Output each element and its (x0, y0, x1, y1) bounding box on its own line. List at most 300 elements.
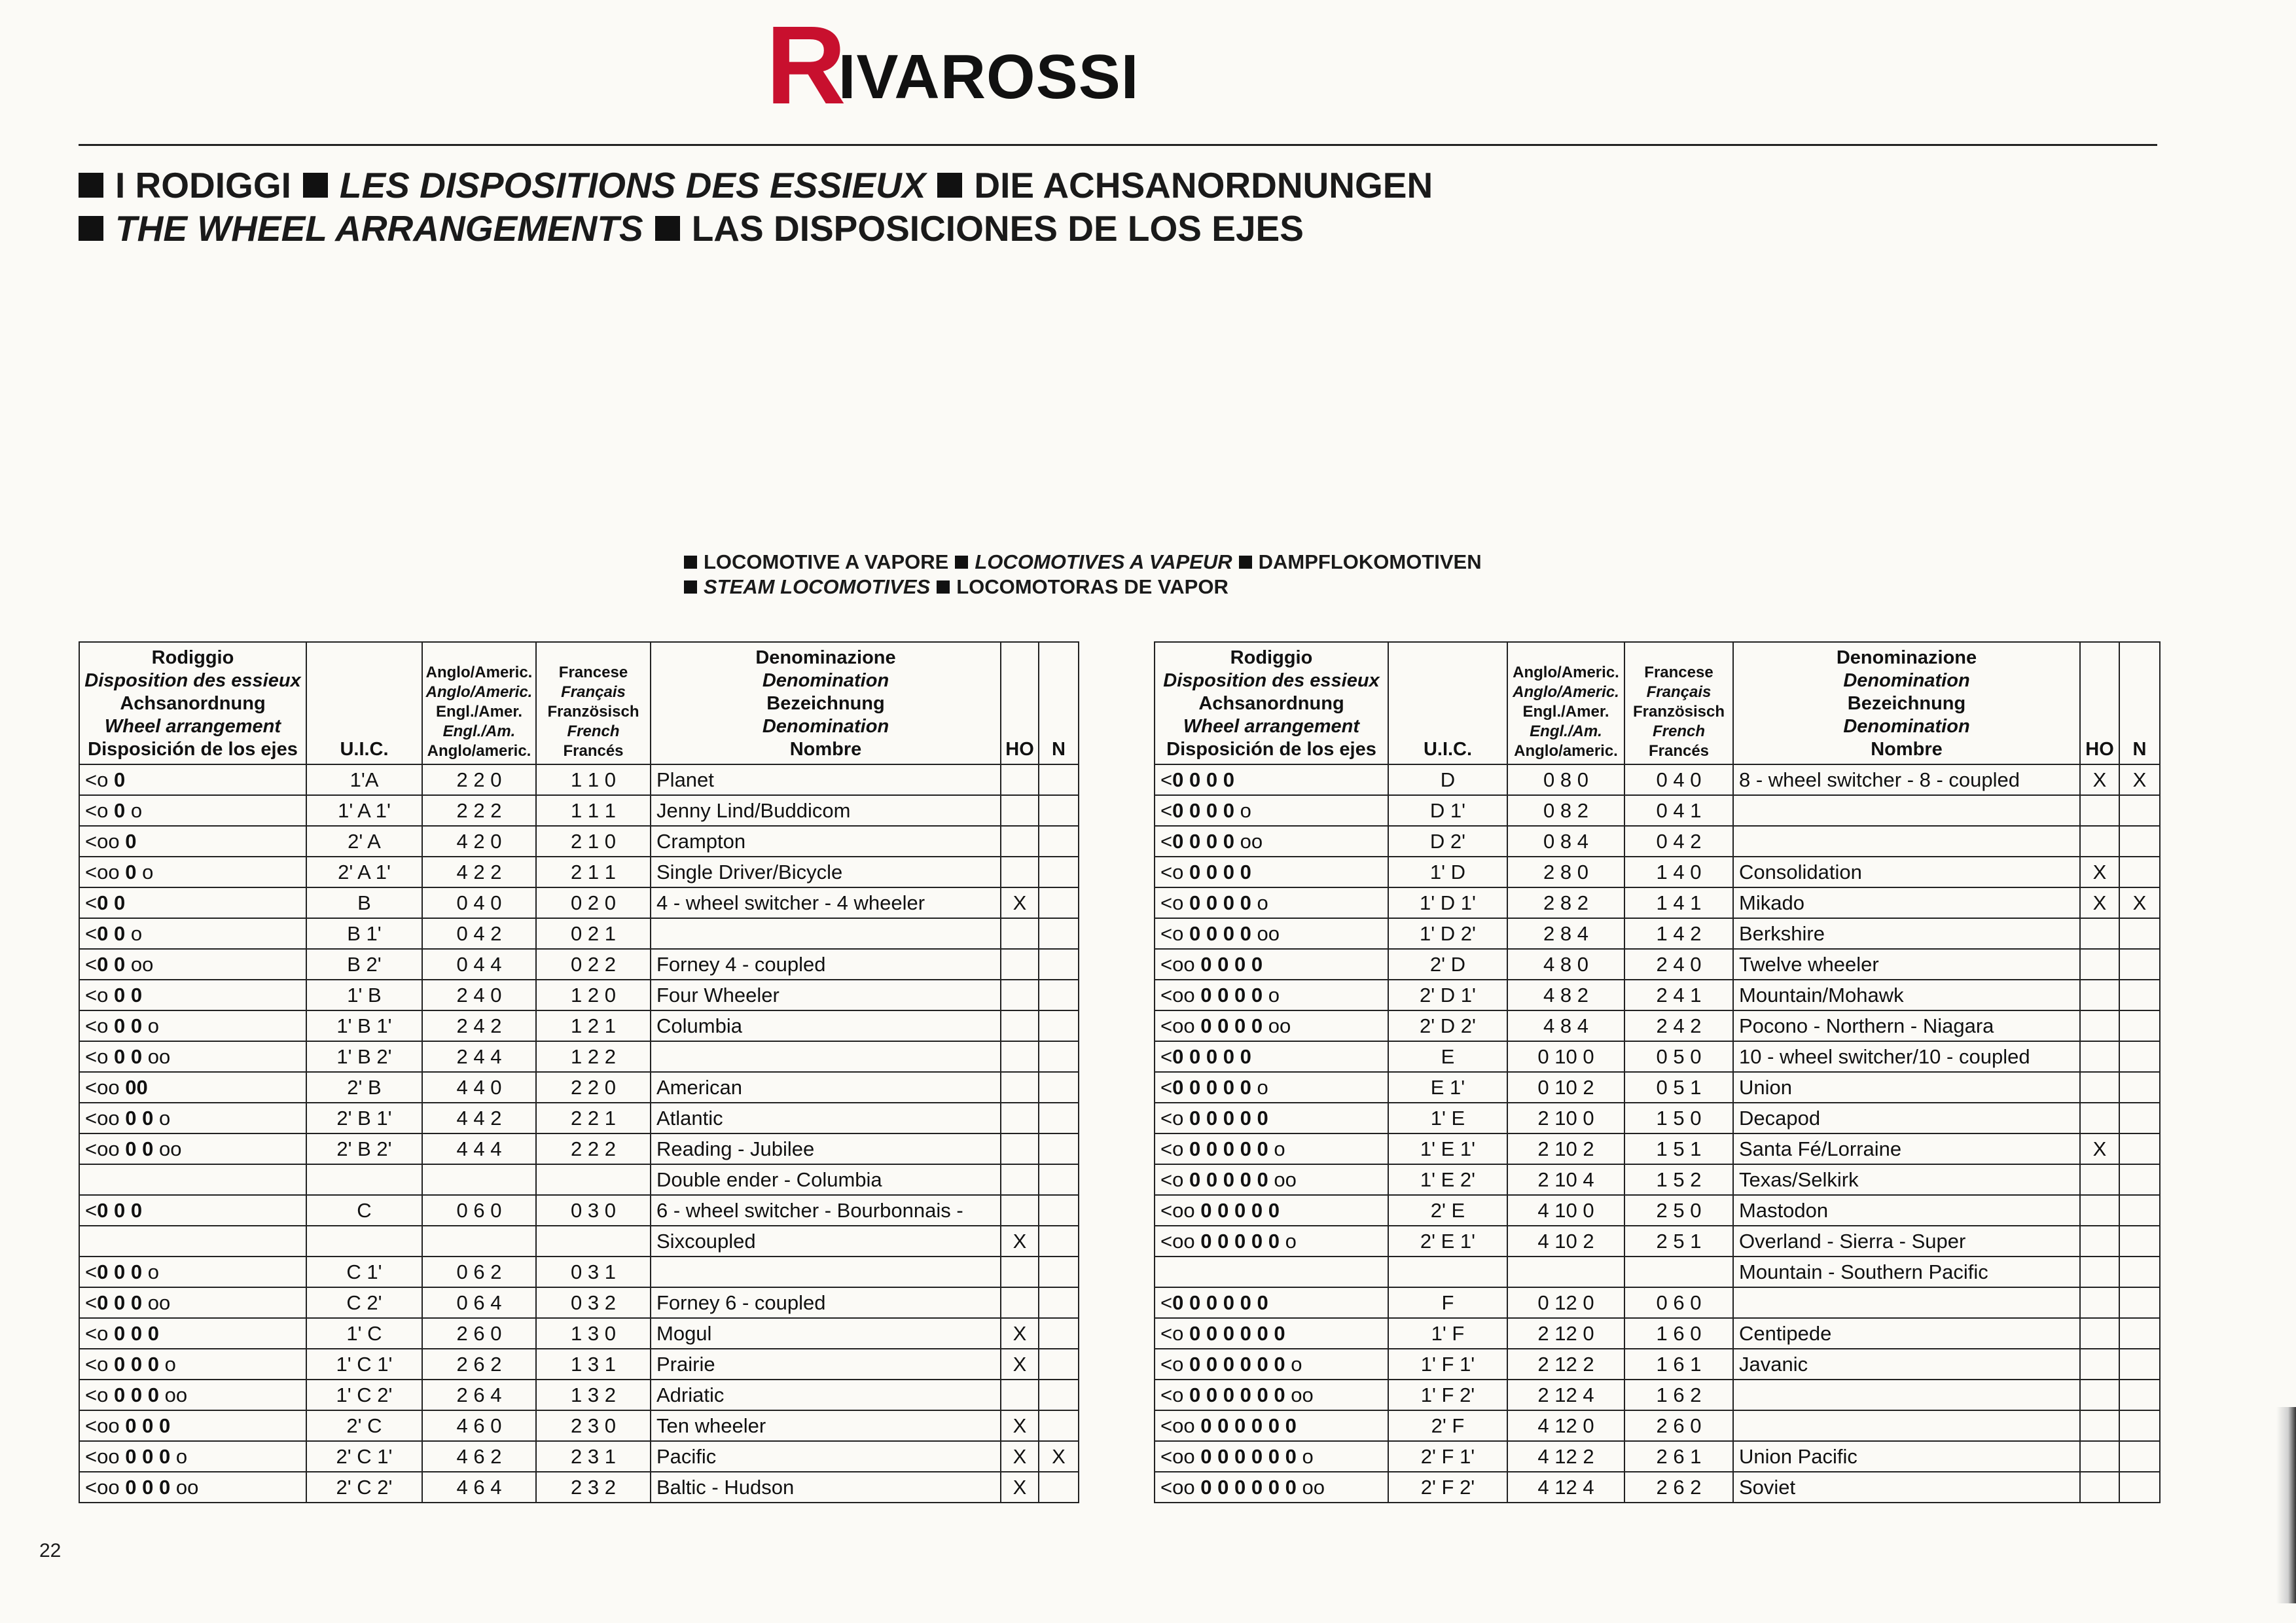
ho-cell (1001, 1010, 1039, 1041)
uic-cell: 2' C (306, 1410, 422, 1441)
anglo-cell: 2 12 0 (1507, 1318, 1624, 1349)
denomination-cell: Mikado (1733, 887, 2080, 918)
section-fr: LOCOMOTIVES A VAPEUR (975, 550, 1232, 573)
ho-cell (1001, 1195, 1039, 1226)
denomination-cell: Columbia (651, 1010, 1001, 1041)
n-cell (2119, 826, 2160, 857)
ho-cell (2080, 1072, 2119, 1103)
arrangement-cell (79, 1226, 306, 1257)
ho-cell: X (1001, 1472, 1039, 1503)
n-cell (1039, 887, 1079, 918)
denomination-cell (1733, 1380, 2080, 1410)
denomination-cell: Santa Fé/Lorraine (1733, 1133, 2080, 1164)
table-row (79, 1441, 1079, 1472)
uic-cell: 1' E (1388, 1103, 1507, 1133)
denomination-cell: American (651, 1072, 1001, 1103)
anglo-cell (1507, 1257, 1624, 1287)
uic-cell: D (1388, 764, 1507, 795)
table-row (1155, 1410, 2160, 1441)
ho-cell: X (1001, 1441, 1039, 1472)
uic-cell: E (1388, 1041, 1507, 1072)
anglo-cell (422, 1226, 536, 1257)
headline-fr: LES DISPOSITIONS DES ESSIEUX (339, 165, 926, 205)
anglo-cell: 2 4 2 (422, 1010, 536, 1041)
bullet-square-icon (655, 216, 680, 241)
french-cell: 0 4 0 (1624, 764, 1733, 795)
n-cell (1039, 1226, 1079, 1257)
uic-cell: D 1' (1388, 795, 1507, 826)
uic-cell: 1' F 1' (1388, 1349, 1507, 1380)
section-de: DAMPFLOKOMOTIVEN (1258, 550, 1482, 573)
denomination-cell: Centipede (1733, 1318, 2080, 1349)
ho-cell (1001, 1257, 1039, 1287)
denomination-cell: Planet (651, 764, 1001, 795)
header-ho: HO (1001, 642, 1039, 764)
uic-cell: 2' A 1' (306, 857, 422, 887)
table-row (1155, 1195, 2160, 1226)
uic-cell: 2' C 2' (306, 1472, 422, 1503)
denomination-cell: Forney 6 - coupled (651, 1287, 1001, 1318)
anglo-cell: 4 4 0 (422, 1072, 536, 1103)
denomination-cell: Sixcoupled (651, 1226, 1001, 1257)
denomination-cell: Mountain/Mohawk (1733, 980, 2080, 1010)
n-cell (1039, 1133, 1079, 1164)
bullet-square-icon (684, 580, 697, 594)
header-ho: HO (2080, 642, 2119, 764)
anglo-cell: 2 12 2 (1507, 1349, 1624, 1380)
anglo-cell (422, 1164, 536, 1195)
french-cell: 2 1 0 (536, 826, 651, 857)
table-row (79, 764, 1079, 795)
french-cell: 2 2 1 (536, 1103, 651, 1133)
uic-cell: 1'A (306, 764, 422, 795)
n-cell (2119, 1441, 2160, 1472)
ho-cell (1001, 795, 1039, 826)
denomination-cell (651, 1257, 1001, 1287)
denomination-cell: Pocono - Northern - Niagara (1733, 1010, 2080, 1041)
uic-cell: 2' B (306, 1072, 422, 1103)
french-cell (536, 1226, 651, 1257)
arrangement-cell: <o 0 0 0 0 0 oo (1155, 1164, 1388, 1195)
french-cell: 2 3 1 (536, 1441, 651, 1472)
table-row (1155, 1103, 2160, 1133)
ho-cell (2080, 1195, 2119, 1226)
header-arrangement: Rodiggio Disposition des essieux Achsanordnung Wheel arrangement Disposición de los ejes (1155, 642, 1388, 764)
denomination-cell: 4 - wheel switcher - 4 wheeler (651, 887, 1001, 918)
n-cell (2119, 1349, 2160, 1380)
arrangement-cell: <0 0 0 0 0 0 (1155, 1287, 1388, 1318)
ho-cell (1001, 1072, 1039, 1103)
bullet-square-icon (937, 580, 950, 594)
anglo-cell: 4 2 2 (422, 857, 536, 887)
n-cell (2119, 795, 2160, 826)
arrangement-cell: <o 0 0 0 0 0 o (1155, 1133, 1388, 1164)
arrangement-cell: <0 0 0 0 0 o (1155, 1072, 1388, 1103)
denomination-cell: Mogul (651, 1318, 1001, 1349)
n-cell (1039, 980, 1079, 1010)
anglo-cell: 2 10 4 (1507, 1164, 1624, 1195)
anglo-cell: 0 4 0 (422, 887, 536, 918)
arrangement-cell: <0 0 0 0 0 (1155, 1041, 1388, 1072)
arrangement-cell: <0 0 oo (79, 949, 306, 980)
french-cell: 0 5 0 (1624, 1041, 1733, 1072)
french-cell: 1 2 0 (536, 980, 651, 1010)
arrangement-cell: <0 0 0 (79, 1195, 306, 1226)
ho-cell (2080, 980, 2119, 1010)
uic-cell (306, 1164, 422, 1195)
table-row (1155, 1349, 2160, 1380)
header-rule (79, 144, 2157, 146)
uic-cell: C (306, 1195, 422, 1226)
wheel-table-left (79, 641, 1079, 1503)
table-header-row (1155, 642, 2160, 764)
bullet-square-icon (79, 173, 103, 198)
denomination-cell: Jenny Lind/Buddicom (651, 795, 1001, 826)
bullet-square-icon (303, 173, 328, 198)
n-cell (2119, 1410, 2160, 1441)
header-french: Francese Français Französisch French Francés (536, 642, 651, 764)
bullet-square-icon (79, 216, 103, 241)
uic-cell: 2' C 1' (306, 1441, 422, 1472)
anglo-cell: 4 12 4 (1507, 1472, 1624, 1503)
anglo-cell: 4 10 2 (1507, 1226, 1624, 1257)
n-cell (1039, 764, 1079, 795)
ho-cell: X (2080, 857, 2119, 887)
ho-cell (1001, 1287, 1039, 1318)
ho-cell (2080, 918, 2119, 949)
french-cell: 0 5 1 (1624, 1072, 1733, 1103)
arrangement-cell: <0 0 0 o (79, 1257, 306, 1287)
table-row (79, 1133, 1079, 1164)
uic-cell: 1' C (306, 1318, 422, 1349)
french-cell: 1 3 1 (536, 1349, 651, 1380)
uic-cell: 1' D 2' (1388, 918, 1507, 949)
ho-cell (1001, 1380, 1039, 1410)
denomination-cell: Double ender - Columbia (651, 1164, 1001, 1195)
arrangement-cell: <oo 0 0 0 0 o (1155, 980, 1388, 1010)
table-row (1155, 1072, 2160, 1103)
section-heading (684, 550, 1482, 599)
ho-cell: X (2080, 764, 2119, 795)
header-n: N (1039, 642, 1079, 764)
anglo-cell: 4 8 2 (1507, 980, 1624, 1010)
french-cell: 0 3 2 (536, 1287, 651, 1318)
ho-cell: X (1001, 1349, 1039, 1380)
header-uic: U.I.C. (1388, 642, 1507, 764)
headline-de: DIE ACHSANORDNUNGEN (974, 165, 1433, 205)
headline-es: LAS DISPOSICIONES DE LOS EJES (691, 208, 1304, 249)
ho-cell (1001, 857, 1039, 887)
table-row (1155, 1472, 2160, 1503)
french-cell: 0 3 0 (536, 1195, 651, 1226)
n-cell (2119, 1257, 2160, 1287)
denomination-cell: 6 - wheel switcher - Bourbonnais - (651, 1195, 1001, 1226)
header-uic: U.I.C. (306, 642, 422, 764)
anglo-cell: 4 6 2 (422, 1441, 536, 1472)
ho-cell (1001, 764, 1039, 795)
anglo-cell: 4 8 0 (1507, 949, 1624, 980)
denomination-cell: Pacific (651, 1441, 1001, 1472)
anglo-cell: 4 6 4 (422, 1472, 536, 1503)
arrangement-cell: <o 0 0 0 0 0 (1155, 1103, 1388, 1133)
anglo-cell: 2 6 4 (422, 1380, 536, 1410)
table-row (1155, 1380, 2160, 1410)
uic-cell: 2' A (306, 826, 422, 857)
ho-cell (2080, 1318, 2119, 1349)
french-cell: 2 6 1 (1624, 1441, 1733, 1472)
anglo-cell: 2 4 0 (422, 980, 536, 1010)
uic-cell: 1' F (1388, 1318, 1507, 1349)
anglo-cell: 4 10 0 (1507, 1195, 1624, 1226)
uic-cell: 1' A 1' (306, 795, 422, 826)
table-row (1155, 1133, 2160, 1164)
ho-cell: X (1001, 1410, 1039, 1441)
n-cell (1039, 1257, 1079, 1287)
french-cell: 2 2 0 (536, 1072, 651, 1103)
denomination-cell: Texas/Selkirk (1733, 1164, 2080, 1195)
table-row (79, 1410, 1079, 1441)
uic-cell: 2' F 2' (1388, 1472, 1507, 1503)
section-es: LOCOMOTORAS DE VAPOR (956, 575, 1229, 598)
arrangement-cell: <o 0 0 0 0 (1155, 857, 1388, 887)
ho-cell (2080, 795, 2119, 826)
anglo-cell: 0 10 0 (1507, 1041, 1624, 1072)
anglo-cell: 2 2 2 (422, 795, 536, 826)
uic-cell (1388, 1257, 1507, 1287)
header-anglo: Anglo/Americ. Anglo/Americ. Engl./Amer. Engl./Am. Anglo/americ. (1507, 642, 1624, 764)
n-cell (2119, 1041, 2160, 1072)
anglo-cell: 2 2 0 (422, 764, 536, 795)
table-row (79, 949, 1079, 980)
table-row (1155, 949, 2160, 980)
ho-cell (2080, 1349, 2119, 1380)
n-cell (1039, 1164, 1079, 1195)
n-cell: X (2119, 887, 2160, 918)
headline-en: THE WHEEL ARRANGEMENTS (115, 208, 643, 249)
section-en: STEAM LOCOMOTIVES (704, 575, 931, 598)
uic-cell: 1' D (1388, 857, 1507, 887)
denomination-cell: Union Pacific (1733, 1441, 2080, 1472)
arrangement-cell: <oo 0 0 0 0 0 0 (1155, 1410, 1388, 1441)
anglo-cell: 4 2 0 (422, 826, 536, 857)
uic-cell: 1' C 2' (306, 1380, 422, 1410)
denomination-cell: Soviet (1733, 1472, 2080, 1503)
french-cell: 0 4 2 (1624, 826, 1733, 857)
french-cell: 1 6 2 (1624, 1380, 1733, 1410)
section-heading-line-1 (684, 550, 1482, 575)
table-row (79, 1164, 1079, 1195)
n-cell (2119, 949, 2160, 980)
denomination-cell: Adriatic (651, 1380, 1001, 1410)
table-row (79, 1010, 1079, 1041)
header-denomination: Denominazione Denomination Bezeichnung Denomination Nombre (1733, 642, 2080, 764)
ho-cell (2080, 1287, 2119, 1318)
n-cell (1039, 1010, 1079, 1041)
ho-cell (1001, 1041, 1039, 1072)
french-cell: 2 2 2 (536, 1133, 651, 1164)
uic-cell: 1' D 1' (1388, 887, 1507, 918)
table-row (1155, 1441, 2160, 1472)
anglo-cell: 0 8 2 (1507, 795, 1624, 826)
french-cell: 0 2 0 (536, 887, 651, 918)
n-cell (2119, 1164, 2160, 1195)
header-anglo: Anglo/Americ. Anglo/Americ. Engl./Amer. Engl./Am. Anglo/americ. (422, 642, 536, 764)
anglo-cell: 2 6 2 (422, 1349, 536, 1380)
table-row (1155, 1287, 2160, 1318)
table-row (79, 1195, 1079, 1226)
n-cell: X (2119, 764, 2160, 795)
anglo-cell: 0 12 0 (1507, 1287, 1624, 1318)
n-cell (1039, 1349, 1079, 1380)
table-row (1155, 1041, 2160, 1072)
table-row (1155, 887, 2160, 918)
uic-cell: 1' B 2' (306, 1041, 422, 1072)
uic-cell: C 1' (306, 1257, 422, 1287)
bullet-square-icon (1239, 556, 1252, 569)
ho-cell (1001, 1164, 1039, 1195)
arrangement-cell: <o 0 0 oo (79, 1041, 306, 1072)
arrangement-cell: <oo 0 0 0 0 0 0 o (1155, 1441, 1388, 1472)
header-n: N (2119, 642, 2160, 764)
uic-cell: 1' C 1' (306, 1349, 422, 1380)
french-cell: 1 4 0 (1624, 857, 1733, 887)
french-cell: 1 3 0 (536, 1318, 651, 1349)
french-cell: 1 4 2 (1624, 918, 1733, 949)
uic-cell: 1' E 1' (1388, 1133, 1507, 1164)
anglo-cell: 2 8 4 (1507, 918, 1624, 949)
table-row (79, 826, 1079, 857)
french-cell: 1 2 1 (536, 1010, 651, 1041)
denomination-cell: Forney 4 - coupled (651, 949, 1001, 980)
ho-cell (1001, 980, 1039, 1010)
n-cell (2119, 1133, 2160, 1164)
french-cell: 1 1 0 (536, 764, 651, 795)
bullet-square-icon (955, 556, 968, 569)
uic-cell: B (306, 887, 422, 918)
arrangement-cell: <0 0 0 oo (79, 1287, 306, 1318)
ho-cell (2080, 1164, 2119, 1195)
arrangement-cell: <oo 0 0 0 0 (1155, 949, 1388, 980)
table-row (1155, 1257, 2160, 1287)
anglo-cell: 2 12 4 (1507, 1380, 1624, 1410)
table-row (79, 1072, 1079, 1103)
denomination-cell (651, 1041, 1001, 1072)
n-cell (1039, 1041, 1079, 1072)
arrangement-cell: <oo 0 o (79, 857, 306, 887)
french-cell: 1 5 2 (1624, 1164, 1733, 1195)
denomination-cell: Mastodon (1733, 1195, 2080, 1226)
french-cell: 2 5 1 (1624, 1226, 1733, 1257)
table-row (79, 1380, 1079, 1410)
n-cell (2119, 918, 2160, 949)
table-row (79, 1226, 1079, 1257)
n-cell (1039, 1380, 1079, 1410)
table-row (1155, 1226, 2160, 1257)
anglo-cell: 4 12 2 (1507, 1441, 1624, 1472)
ho-cell: X (1001, 887, 1039, 918)
arrangement-cell: <oo 0 (79, 826, 306, 857)
arrangement-cell: <o 0 0 o (79, 1010, 306, 1041)
table-row (79, 1103, 1079, 1133)
denomination-cell (1733, 1287, 2080, 1318)
n-cell (2119, 1103, 2160, 1133)
table-row (1155, 795, 2160, 826)
uic-cell: B 1' (306, 918, 422, 949)
logo-text: IVAROSSI (838, 42, 1139, 112)
arrangement-cell: <o 0 (79, 764, 306, 795)
denomination-cell: Reading - Jubilee (651, 1133, 1001, 1164)
table-row (79, 1041, 1079, 1072)
n-cell (2119, 1380, 2160, 1410)
arrangement-cell: <oo 0 0 0 o (79, 1441, 306, 1472)
french-cell: 0 6 0 (1624, 1287, 1733, 1318)
arrangement-cell: <o 0 0 0 oo (79, 1380, 306, 1410)
french-cell (536, 1164, 651, 1195)
french-cell: 0 3 1 (536, 1257, 651, 1287)
anglo-cell: 2 10 2 (1507, 1133, 1624, 1164)
header-denomination: Denominazione Denomination Bezeichnung Denomination Nombre (651, 642, 1001, 764)
anglo-cell: 2 4 4 (422, 1041, 536, 1072)
anglo-cell: 4 4 4 (422, 1133, 536, 1164)
arrangement-cell: <oo 0 0 0 0 oo (1155, 1010, 1388, 1041)
denomination-cell: Javanic (1733, 1349, 2080, 1380)
n-cell (2119, 1318, 2160, 1349)
french-cell: 0 4 1 (1624, 795, 1733, 826)
french-cell: 2 6 0 (1624, 1410, 1733, 1441)
denomination-cell: Decapod (1733, 1103, 2080, 1133)
denomination-cell: Overland - Sierra - Super (1733, 1226, 2080, 1257)
headline-line-1 (79, 164, 1433, 207)
table-row (1155, 857, 2160, 887)
arrangement-cell: <oo 0 0 oo (79, 1133, 306, 1164)
ho-cell: X (1001, 1226, 1039, 1257)
uic-cell: 2' D 2' (1388, 1010, 1507, 1041)
table-row (1155, 1164, 2160, 1195)
anglo-cell: 2 6 0 (422, 1318, 536, 1349)
n-cell (2119, 1072, 2160, 1103)
arrangement-cell: <o 0 o (79, 795, 306, 826)
table-row (1155, 1318, 2160, 1349)
denomination-cell: Consolidation (1733, 857, 2080, 887)
n-cell (1039, 1195, 1079, 1226)
headline-line-2 (79, 207, 1433, 250)
french-cell: 0 2 2 (536, 949, 651, 980)
uic-cell: E 1' (1388, 1072, 1507, 1103)
arrangement-cell: <0 0 0 0 (1155, 764, 1388, 795)
arrangement-cell: <oo 00 (79, 1072, 306, 1103)
denomination-cell: Crampton (651, 826, 1001, 857)
wheel-table-right-body (1155, 764, 2160, 1503)
header-arrangement: Rodiggio Disposition des essieux Achsanordnung Wheel arrangement Disposición de los ejes (79, 642, 306, 764)
uic-cell: 2' F 1' (1388, 1441, 1507, 1472)
n-cell (1039, 1318, 1079, 1349)
denomination-cell: 10 - wheel switcher/10 - coupled (1733, 1041, 2080, 1072)
n-cell (1039, 1287, 1079, 1318)
denomination-cell: Berkshire (1733, 918, 2080, 949)
n-cell (2119, 1287, 2160, 1318)
n-cell (2119, 1472, 2160, 1503)
uic-cell: 1' B (306, 980, 422, 1010)
ho-cell (1001, 1103, 1039, 1133)
uic-cell: C 2' (306, 1287, 422, 1318)
french-cell: 1 1 1 (536, 795, 651, 826)
anglo-cell: 0 6 2 (422, 1257, 536, 1287)
denomination-cell: Single Driver/Bicycle (651, 857, 1001, 887)
arrangement-cell: <o 0 0 0 0 o (1155, 887, 1388, 918)
french-cell: 2 4 2 (1624, 1010, 1733, 1041)
arrangement-cell: <0 0 0 0 o (1155, 795, 1388, 826)
anglo-cell: 2 10 0 (1507, 1103, 1624, 1133)
